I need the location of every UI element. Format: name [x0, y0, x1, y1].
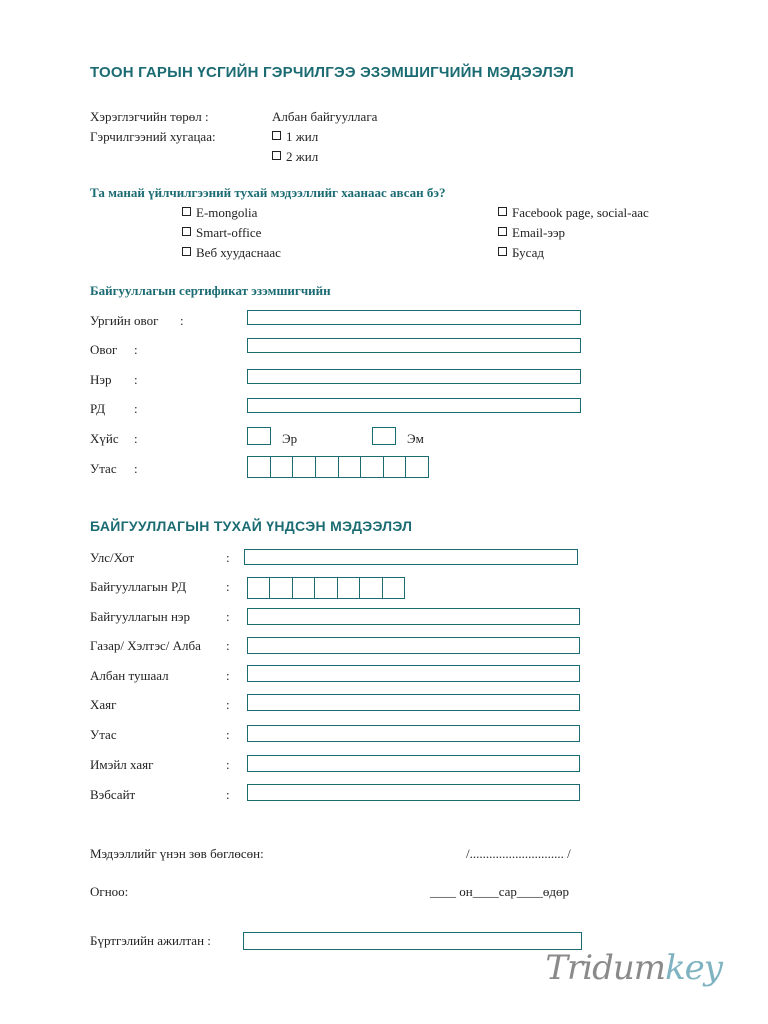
source-option-facebook[interactable]: Facebook page, social-aac: [498, 205, 649, 221]
clan-colon: :: [180, 313, 184, 328]
gender-female-checkbox[interactable]: [372, 427, 396, 445]
org-website-label: Вэбсайт: [90, 787, 136, 802]
org-phone-label: Утас: [90, 727, 117, 742]
org-heading: БАЙГУУЛЛАГЫН ТУХАЙ ҮНДСЭН МЭДЭЭЛЭЛ: [90, 518, 413, 534]
org-colon: :: [226, 727, 230, 742]
org-department-field[interactable]: [247, 637, 580, 654]
checkbox-icon[interactable]: [182, 247, 191, 256]
source-option-other[interactable]: Бусад: [498, 245, 544, 261]
org-country-field[interactable]: [244, 549, 578, 565]
checkbox-icon[interactable]: [498, 207, 507, 216]
gender-colon: :: [134, 431, 138, 446]
source-option-smartoffice[interactable]: Smart-office: [182, 225, 261, 241]
org-department-label: Газар/ Хэлтэс/ Алба: [90, 638, 201, 653]
gender-female-label: Эм: [407, 431, 424, 446]
surname-colon: :: [134, 342, 138, 357]
org-id-label: Байгууллагын РД: [90, 579, 187, 594]
org-colon: :: [226, 579, 230, 594]
validity-option-1[interactable]: 1 жил: [272, 129, 318, 145]
checkbox-icon[interactable]: [498, 227, 507, 236]
name-field[interactable]: [247, 369, 581, 384]
source-option-email[interactable]: Email-ээр: [498, 225, 565, 241]
gender-label: Хүйс: [90, 431, 119, 446]
validity-option-2[interactable]: 2 жил: [272, 149, 318, 165]
org-colon: :: [226, 697, 230, 712]
org-email-label: Имэйл хаяг: [90, 757, 154, 772]
surname-field[interactable]: [247, 338, 581, 353]
org-colon: :: [226, 609, 230, 624]
id-field[interactable]: [247, 398, 581, 413]
org-address-field[interactable]: [247, 694, 580, 711]
checkbox-icon[interactable]: [498, 247, 507, 256]
gender-male-label: Эр: [282, 431, 298, 446]
org-colon: :: [226, 638, 230, 653]
org-colon: :: [226, 757, 230, 772]
org-colon: :: [226, 787, 230, 802]
validity-label: Гэрчилгээний хугацаа:: [90, 129, 216, 144]
checkbox-icon[interactable]: [182, 207, 191, 216]
user-type-value: Албан байгууллага: [272, 109, 378, 124]
source-option-web[interactable]: Веб хуудаснаас: [182, 245, 281, 261]
checkbox-icon[interactable]: [272, 131, 281, 140]
date-blanks[interactable]: ____ он____сар____өдөр: [430, 884, 570, 899]
phone-digit-cells[interactable]: [247, 456, 429, 478]
signature-line[interactable]: /............................. /: [466, 846, 571, 861]
name-colon: :: [134, 372, 138, 387]
clan-label: Ургийн овог: [90, 313, 159, 328]
org-phone-field[interactable]: [247, 725, 580, 742]
checkbox-icon[interactable]: [182, 227, 191, 236]
clan-field[interactable]: [247, 310, 581, 325]
phone-colon: :: [134, 461, 138, 476]
org-name-label: Байгууллагын нэр: [90, 609, 191, 624]
source-option-emongolia[interactable]: E-mongolia: [182, 205, 257, 221]
checkbox-icon[interactable]: [272, 151, 281, 160]
user-type-label: Хэрэглэгчийн төрөл :: [90, 109, 209, 124]
org-country-label: Улс/Хот: [90, 550, 135, 565]
org-position-label: Албан тушаал: [90, 668, 169, 683]
org-id-digit-cells[interactable]: [247, 577, 405, 599]
tridumkey-logo: Tridumkey: [545, 948, 722, 988]
org-email-field[interactable]: [247, 755, 580, 772]
org-name-field[interactable]: [247, 608, 580, 625]
org-colon: :: [226, 550, 230, 565]
phone-label: Утас: [90, 461, 117, 476]
source-question: Та манай үйлчилгээний тухай мэдээллийг хаанаас авсан бэ?: [90, 185, 446, 200]
registrar-label: Бүртгэлийн ажилтан :: [90, 933, 211, 948]
id-colon: :: [134, 401, 138, 416]
org-position-field[interactable]: [247, 665, 580, 682]
gender-male-checkbox[interactable]: [247, 427, 271, 445]
org-website-field[interactable]: [247, 784, 580, 801]
date-label: Огноо:: [90, 884, 129, 899]
registrar-field[interactable]: [243, 932, 582, 950]
org-address-label: Хаяг: [90, 697, 117, 712]
name-label: Нэр: [90, 372, 112, 387]
surname-label: Овог: [90, 342, 118, 357]
org-colon: :: [226, 668, 230, 683]
holder-heading: Байгууллагын сертификат эзэмшигчийн: [90, 283, 331, 298]
id-label: РД: [90, 401, 106, 416]
page-title: ТООН ГАРЫН ҮСГИЙН ГЭРЧИЛГЭЭ ЭЗЭМШИГЧИЙН МЭДЭЭЛЭЛ: [90, 64, 574, 81]
declaration-label: Мэдээллийг үнэн зөв бөглөсөн:: [90, 846, 264, 861]
